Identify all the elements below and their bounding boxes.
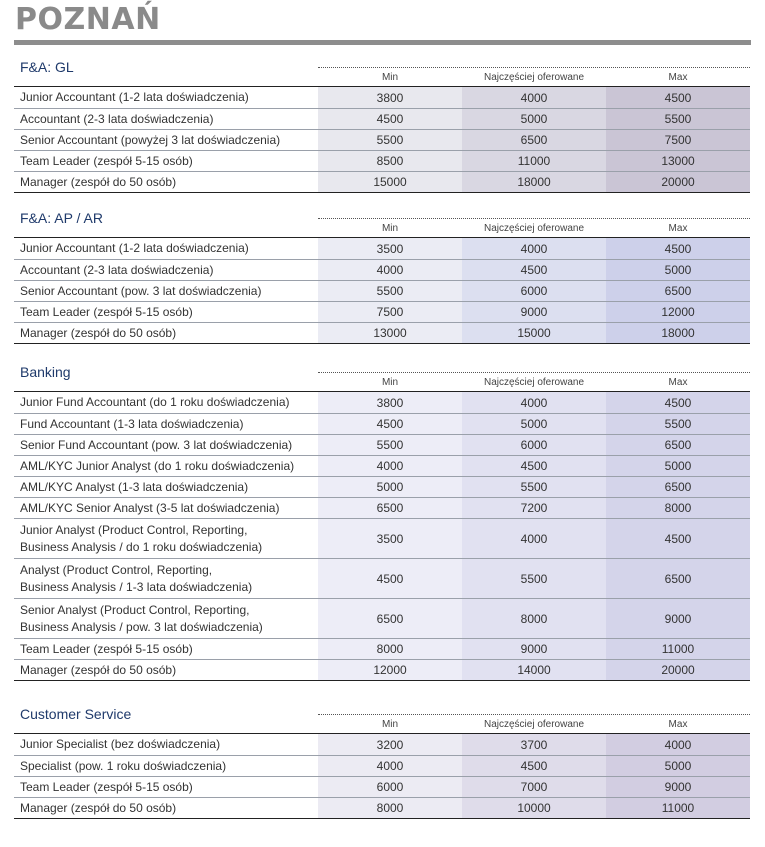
salary-min: 6500: [318, 498, 462, 518]
salary-min: 4500: [318, 559, 462, 598]
salary-most-offered: 5000: [462, 414, 606, 434]
salary-max: 18000: [606, 323, 750, 343]
position-label-cell: [14, 559, 318, 598]
salary-min: 12000: [318, 660, 462, 680]
salary-max: 4500: [606, 519, 750, 558]
table-row: [14, 108, 750, 129]
salary-min: 4000: [318, 756, 462, 776]
salary-most-offered: 4500: [462, 260, 606, 280]
salary-most-offered: 9000: [462, 302, 606, 322]
position-label-cell: [14, 660, 318, 680]
position-label: Team Leader (zespół 5-15 osób): [20, 304, 193, 319]
salary-most-offered: 7000: [462, 777, 606, 797]
table-row: [14, 259, 750, 280]
salary-min: 6500: [318, 599, 462, 638]
position-label-cell: [14, 172, 318, 192]
salary-min: 3800: [318, 392, 462, 413]
position-label: Junior Accountant (1-2 lata doświadczenia): [20, 241, 249, 255]
section-banking: [14, 361, 750, 681]
salary-min: 5500: [318, 435, 462, 455]
position-label-cell: [14, 599, 318, 638]
salary-max: 6500: [606, 435, 750, 455]
position-label: AML/KYC Analyst (1-3 lata doświadczenia): [20, 479, 249, 494]
salary-table: [14, 86, 750, 193]
position-label-cell: [14, 281, 318, 301]
salary-min: 4000: [318, 456, 462, 476]
salary-table: [14, 733, 750, 819]
salary-min: 5500: [318, 281, 462, 301]
dotted-divider: [318, 218, 750, 219]
table-row: [14, 797, 750, 818]
position-label: Junior Accountant (1-2 lata doświadczenia): [20, 90, 249, 104]
position-label-cell: [14, 151, 318, 171]
salary-most-offered: 5500: [462, 477, 606, 497]
position-label: Senior Accountant (powyżej 3 lat doświadczenia): [20, 132, 281, 147]
salary-min: 13000: [318, 323, 462, 343]
salary-min: 5500: [318, 130, 462, 150]
position-label: Manager (zespół do 50 osób): [20, 800, 177, 815]
salary-min: 4000: [318, 260, 462, 280]
position-label: AML/KYC Senior Analyst (3-5 lat doświadczenia): [20, 500, 280, 515]
dotted-divider: [318, 67, 750, 68]
column-header-max: Max: [668, 223, 688, 234]
position-label: Junior Analyst (Product Control, Reporting, Business Analysis / do 1 roku doświadczenia): [20, 522, 263, 554]
salary-max: 6500: [606, 559, 750, 598]
position-label: Accountant (2-3 lata doświadczenia): [20, 111, 214, 126]
position-label-cell: [14, 323, 318, 343]
table-row: [14, 755, 750, 776]
position-label: Manager (zespół do 50 osób): [20, 174, 177, 189]
salary-most-offered: 4000: [462, 392, 606, 413]
salary-max: 9000: [606, 599, 750, 638]
salary-min: 7500: [318, 302, 462, 322]
position-label-cell: [14, 756, 318, 776]
salary-max: 5500: [606, 414, 750, 434]
salary-max: 4500: [606, 392, 750, 413]
salary-max: 9000: [606, 777, 750, 797]
salary-min: 3500: [318, 238, 462, 259]
section-header: [14, 361, 750, 391]
salary-min: 4500: [318, 109, 462, 129]
salary-max: 11000: [606, 798, 750, 818]
table-row: [14, 238, 750, 259]
salary-max: 5000: [606, 260, 750, 280]
salary-table: [14, 237, 750, 344]
position-label-cell: [14, 519, 318, 558]
position-label: Fund Accountant (1-3 lata doświadczenia): [20, 416, 244, 431]
salary-most-offered: 4000: [462, 238, 606, 259]
position-label-cell: [14, 734, 318, 755]
table-row: [14, 392, 750, 413]
column-header-max: Max: [668, 377, 688, 388]
table-row: [14, 558, 750, 598]
position-label: Accountant (2-3 lata doświadczenia): [20, 262, 214, 277]
salary-most-offered: 4000: [462, 519, 606, 558]
position-label: Junior Fund Accountant (do 1 roku doświadczenia): [20, 395, 290, 409]
salary-min: 6000: [318, 777, 462, 797]
dotted-divider: [318, 372, 750, 373]
salary-most-offered: 6000: [462, 435, 606, 455]
position-label-cell: [14, 777, 318, 797]
salary-max: 4500: [606, 87, 750, 108]
section-header: [14, 703, 750, 733]
salary-min: 8500: [318, 151, 462, 171]
salary-max: 4000: [606, 734, 750, 755]
position-label: Team Leader (zespół 5-15 osób): [20, 779, 193, 794]
salary-max: 11000: [606, 639, 750, 659]
table-row: [14, 87, 750, 108]
column-header-min: Min: [381, 719, 399, 730]
salary-most-offered: 14000: [462, 660, 606, 680]
position-label: Team Leader (zespół 5-15 osób): [20, 153, 193, 168]
salary-max: 12000: [606, 302, 750, 322]
title-rule: [14, 40, 751, 45]
salary-min: 4500: [318, 414, 462, 434]
table-row: [14, 171, 750, 192]
section-title: F&A: GL: [20, 59, 74, 75]
position-label-cell: [14, 798, 318, 818]
position-label-cell: [14, 435, 318, 455]
position-label-cell: [14, 477, 318, 497]
position-label-cell: [14, 87, 318, 108]
salary-max: 8000: [606, 498, 750, 518]
dotted-divider: [318, 714, 750, 715]
table-row: [14, 476, 750, 497]
salary-max: 20000: [606, 172, 750, 192]
column-header-min: Min: [381, 377, 399, 388]
salary-most-offered: 7200: [462, 498, 606, 518]
column-header-mid: Najczęściej oferowane: [483, 377, 585, 388]
salary-max: 4500: [606, 238, 750, 259]
salary-max: 20000: [606, 660, 750, 680]
table-row: [14, 497, 750, 518]
salary-most-offered: 8000: [462, 599, 606, 638]
salary-max: 13000: [606, 151, 750, 171]
position-label: Senior Fund Accountant (pow. 3 lat doświadczenia): [20, 437, 293, 452]
table-row: [14, 129, 750, 150]
table-row: [14, 150, 750, 171]
table-row: [14, 322, 750, 343]
salary-most-offered: 6000: [462, 281, 606, 301]
position-label-cell: [14, 498, 318, 518]
salary-min: 3200: [318, 734, 462, 755]
table-row: [14, 301, 750, 322]
position-label: Senior Accountant (pow. 3 lat doświadczenia): [20, 283, 262, 298]
position-label-cell: [14, 130, 318, 150]
salary-max: 5500: [606, 109, 750, 129]
position-label-cell: [14, 238, 318, 259]
salary-max: 6500: [606, 477, 750, 497]
page-title: POZNAŃ: [15, 2, 161, 37]
position-label: Junior Specialist (bez doświadczenia): [20, 737, 221, 751]
section-fa-gl: [14, 56, 750, 193]
table-row: [14, 659, 750, 680]
section-title: Banking: [20, 364, 71, 380]
section-title: Customer Service: [20, 706, 132, 722]
salary-max: 7500: [606, 130, 750, 150]
table-row: [14, 518, 750, 558]
salary-min: 3800: [318, 87, 462, 108]
section-customer-service: [14, 703, 750, 819]
salary-most-offered: 18000: [462, 172, 606, 192]
position-label: Specialist (pow. 1 roku doświadczenia): [20, 758, 227, 773]
salary-most-offered: 4500: [462, 456, 606, 476]
position-label: AML/KYC Junior Analyst (do 1 roku doświadczenia): [20, 458, 295, 473]
salary-max: 5000: [606, 756, 750, 776]
position-label-cell: [14, 392, 318, 413]
table-row: [14, 280, 750, 301]
table-row: [14, 734, 750, 755]
position-label: Manager (zespół do 50 osób): [20, 662, 177, 677]
salary-most-offered: 5000: [462, 109, 606, 129]
column-header-max: Max: [668, 72, 688, 83]
column-header-mid: Najczęściej oferowane: [483, 223, 585, 234]
section-fa-ap-ar: [14, 207, 750, 344]
column-header-mid: Najczęściej oferowane: [483, 719, 585, 730]
salary-most-offered: 10000: [462, 798, 606, 818]
salary-max: 6500: [606, 281, 750, 301]
salary-min: 5000: [318, 477, 462, 497]
salary-min: 8000: [318, 798, 462, 818]
position-label: Manager (zespół do 50 osób): [20, 325, 177, 340]
column-header-max: Max: [668, 719, 688, 730]
salary-most-offered: 3700: [462, 734, 606, 755]
table-row: [14, 598, 750, 638]
table-row: [14, 434, 750, 455]
salary-max: 5000: [606, 456, 750, 476]
column-header-min: Min: [381, 223, 399, 234]
salary-min: 15000: [318, 172, 462, 192]
salary-min: 8000: [318, 639, 462, 659]
column-header-mid: Najczęściej oferowane: [483, 72, 585, 83]
salary-most-offered: 4000: [462, 87, 606, 108]
section-header: [14, 56, 750, 86]
position-label-cell: [14, 639, 318, 659]
position-label: Analyst (Product Control, Reporting, Business Analysis / 1-3 lata doświadczenia): [20, 562, 253, 594]
salary-table: [14, 391, 750, 681]
section-title: F&A: AP / AR: [20, 210, 104, 226]
salary-most-offered: 4500: [462, 756, 606, 776]
position-label: Senior Analyst (Product Control, Reporting, Business Analysis / pow. 3 lat doświadczenia): [20, 602, 263, 634]
section-header: [14, 207, 750, 237]
position-label-cell: [14, 109, 318, 129]
column-header-min: Min: [381, 72, 399, 83]
position-label-cell: [14, 260, 318, 280]
position-label-cell: [14, 456, 318, 476]
table-row: [14, 638, 750, 659]
position-label-cell: [14, 302, 318, 322]
salary-most-offered: 9000: [462, 639, 606, 659]
position-label-cell: [14, 414, 318, 434]
salary-most-offered: 6500: [462, 130, 606, 150]
salary-most-offered: 11000: [462, 151, 606, 171]
table-row: [14, 455, 750, 476]
table-row: [14, 413, 750, 434]
salary-min: 3500: [318, 519, 462, 558]
salary-most-offered: 5500: [462, 559, 606, 598]
table-row: [14, 776, 750, 797]
salary-most-offered: 15000: [462, 323, 606, 343]
position-label: Team Leader (zespół 5-15 osób): [20, 641, 193, 656]
